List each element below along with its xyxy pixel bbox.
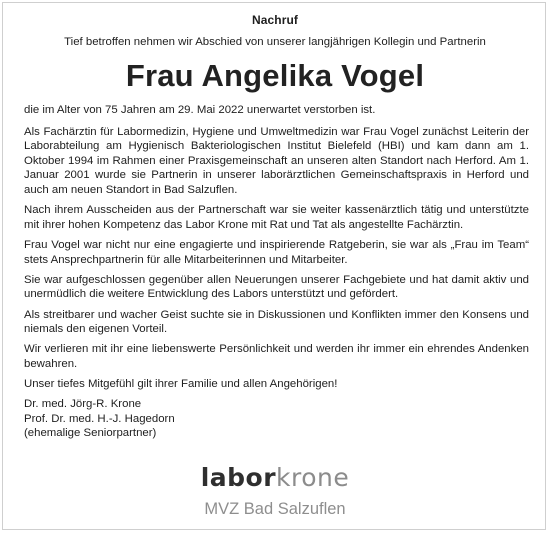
paragraph-character: Als streitbarer und wacher Geist suchte sie in Diskussionen und Konflikten immer den Konsens und niemals den eigenen Vorteil. — [24, 308, 529, 336]
laborkrone-logo — [0, 463, 550, 493]
paragraph-innovation: Sie war aufgeschlossen gegenüber allen Neuerungen unserer Fachgebiete und hat damit aktiv und unermüdlich die weitere Entwicklung des Labors unterstützt und gefördert. — [24, 273, 529, 301]
signature-line: (ehemalige Seniorpartner) — [24, 427, 157, 440]
signature-line: Dr. med. Jörg-R. Krone — [24, 398, 142, 411]
paragraph-age: die im Alter von 75 Jahren am 29. Mai 2022 unerwartet verstorben ist. — [24, 104, 376, 116]
location-label: MVZ Bad Salzuflen — [204, 500, 346, 518]
paragraph-retirement: Nach ihrem Ausscheiden aus der Partnerschaft war sie weiter kassenärztlich tätig und unterstützte mit ihrer hohen Kompetenz das Labor Krone mit Rat und Tat als angestellte Fachärztin. — [24, 204, 529, 231]
logo-part-labor: labor — [200, 463, 277, 492]
paragraph-remembrance: Wir verlieren mit ihr eine liebenswerte Persönlichkeit und werden ihr immer ein ehrendes Andenken bewahren. — [24, 343, 529, 370]
obituary-body — [24, 103, 529, 441]
logo-part-krone: krone — [276, 463, 350, 492]
notice-heading: Nachruf — [251, 13, 299, 27]
signature-line: Prof. Dr. med. H.-J. Hagedorn — [24, 412, 175, 425]
paragraph-team: Frau Vogel war nicht nur eine engagierte und inspirierende Ratgeberin, sie war als „Frau im Team“ stets Ansprechpartnerin für alle Mitarbeiterinnen und Mitarbeiter. — [24, 238, 529, 266]
intro-text: Tief betroffen nehmen wir Abschied von unserer langjährigen Kollegin und Partnerin — [64, 36, 486, 48]
signature-block — [24, 397, 529, 441]
paragraph-condolence: Unser tiefes Mitgefühl gilt ihrer Familie und allen Angehörigen! — [24, 378, 338, 391]
deceased-name: Frau Angelika Vogel — [125, 58, 425, 93]
paragraph-career: Als Fachärztin für Labormedizin, Hygiene und Umweltmedizin war Frau Vogel zunächst Leiterin der Laborabteilung am Hygienisch Bakteriologischen Institut Bielefeld (HBI) und kam dann am 1. Oktober 1994 im Rahmen einer Praxisgemeinschaft an unseren alten Standort nach Herford. Am 1. Januar 2001 wurde sie Partnerin in unserer laborärztlichen Gemeinschaftspraxis in Herford und auch am neuen Standort in Bad Salzuflen. — [24, 125, 529, 196]
